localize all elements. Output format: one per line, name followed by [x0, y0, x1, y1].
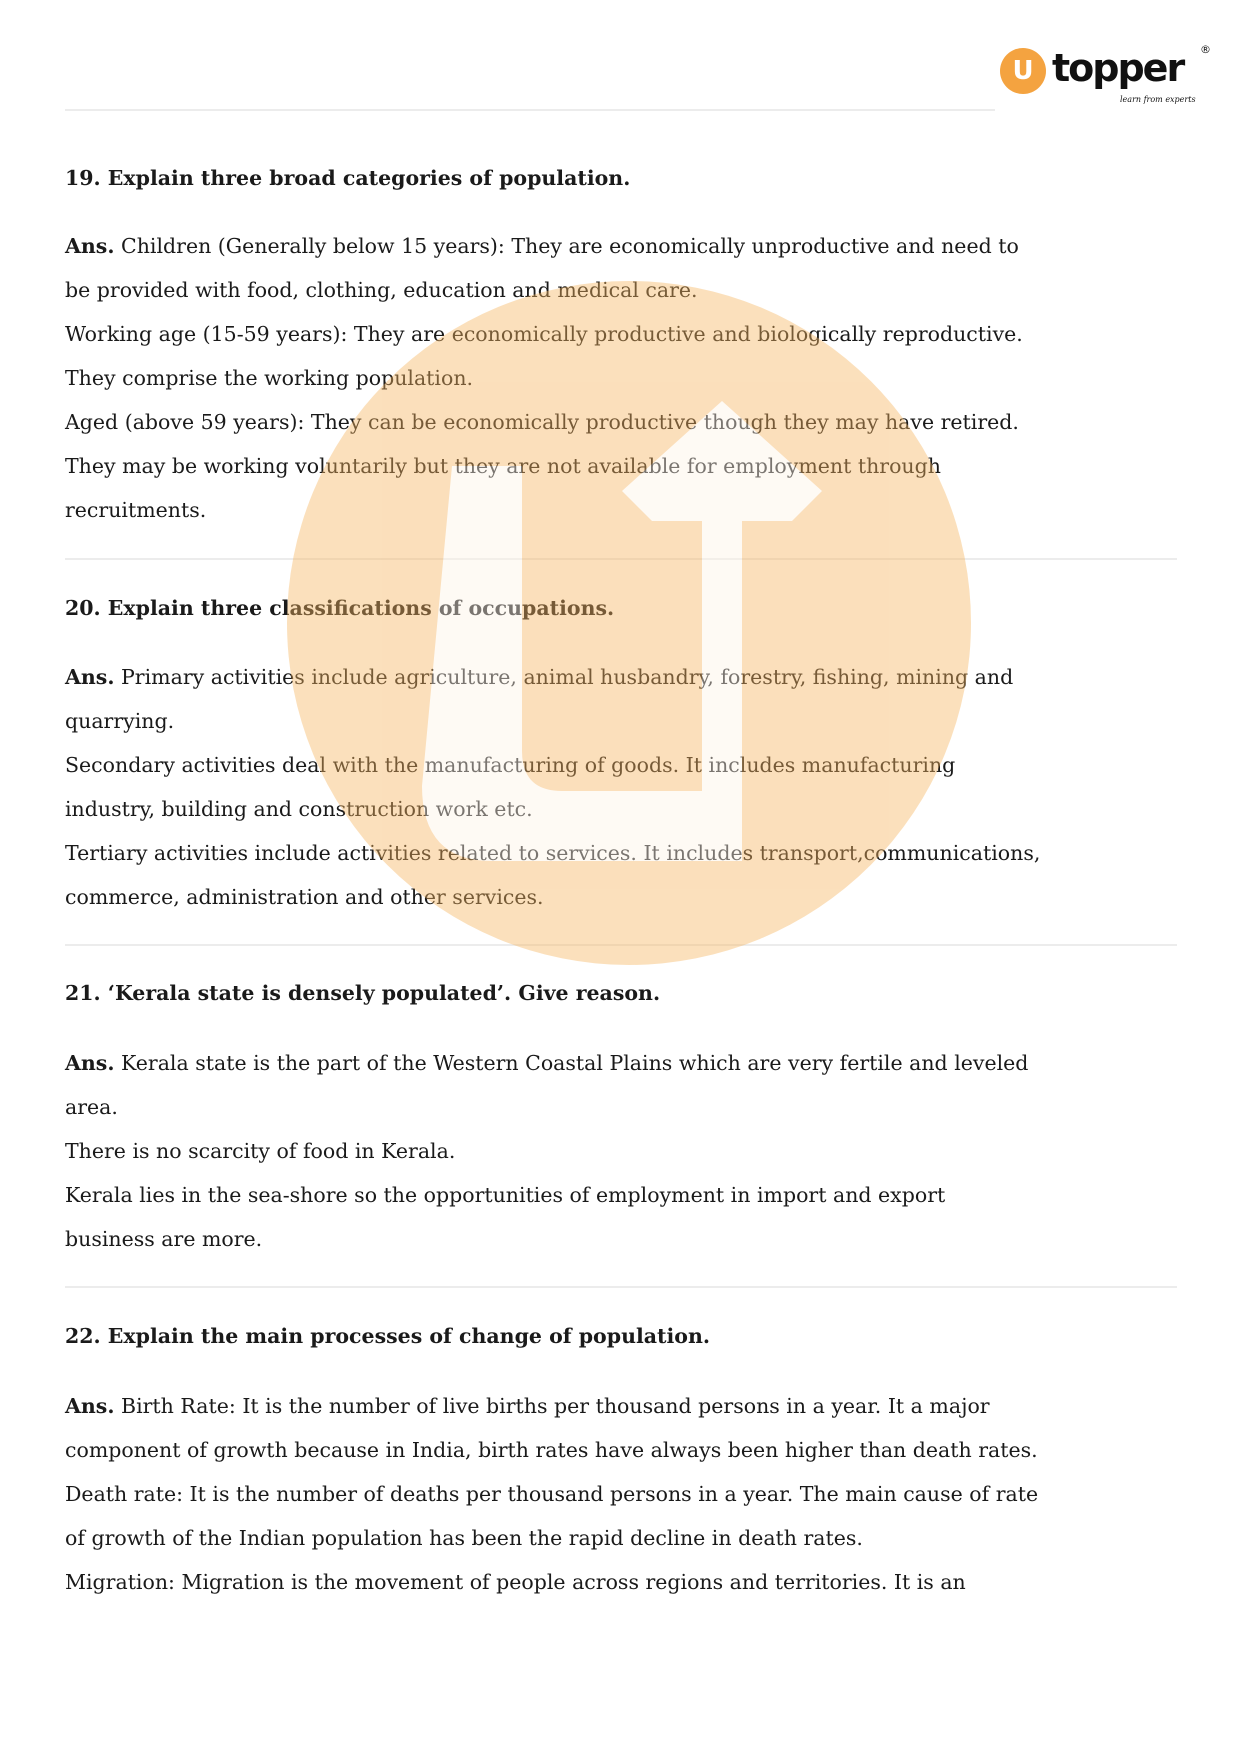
answer-text: Secondary activities deal with the manufacturing of goods. It includes manufacturing: [65, 753, 956, 777]
logo-wordmark: topper: [1052, 46, 1184, 90]
answer-line: [65, 1516, 863, 1560]
section-divider: [65, 944, 1177, 946]
answer-text: Kerala state is the part of the Western Coastal Plains which are very fertile and leveled: [114, 1051, 1029, 1075]
answer-line: [65, 875, 544, 919]
logo-mark-icon: U: [1000, 48, 1046, 94]
header-divider: [65, 109, 995, 111]
answer-line: [65, 831, 1040, 875]
answer-text: Migration: Migration is the movement of people across regions and territories. It is an: [65, 1570, 966, 1594]
answer-line: [65, 1217, 262, 1261]
answer-line: [65, 1085, 118, 1129]
answer-line: [65, 312, 1023, 356]
section-divider: [65, 1286, 1177, 1288]
answer-text: Primary activities include agriculture, animal husbandry, forestry, fishing, mining and: [114, 665, 1014, 689]
answer-text: business are more.: [65, 1227, 263, 1251]
answer-label: Ans.: [65, 1394, 115, 1418]
question-heading: 21. ‘Kerala state is densely populated’. Give reason.: [65, 981, 661, 1005]
answer-text: commerce, administration and other services.: [65, 885, 544, 909]
question-section: [65, 593, 1185, 909]
answer-label: Ans.: [65, 665, 115, 689]
answer-text: recruitments.: [65, 498, 207, 522]
question-section: [65, 1321, 1185, 1594]
question-heading: 20. Explain three classifications of occupations.: [65, 596, 615, 620]
section-divider: [65, 558, 1177, 560]
answer-line: [65, 699, 174, 743]
question-section: [65, 163, 1185, 522]
registered-mark: ®: [1200, 43, 1211, 56]
answer-label: Ans.: [65, 234, 115, 258]
answer-line: [65, 1173, 945, 1217]
answer-text: There is no scarcity of food in Kerala.: [65, 1139, 456, 1163]
answer-line: [65, 400, 1019, 444]
answer-line: [65, 655, 1013, 699]
answer-line: [65, 787, 533, 831]
answer-text: Death rate: It is the number of deaths per thousand persons in a year. The main cause of rate: [65, 1482, 1039, 1506]
answer-line: [65, 1129, 455, 1173]
answer-line: [65, 1428, 1038, 1472]
answer-line: [65, 1384, 990, 1428]
answer-text: area.: [65, 1095, 118, 1119]
answer-text: Working age (15-59 years): They are economically productive and biologically reproductive.: [65, 322, 1023, 346]
answer-text: Children (Generally below 15 years): They are economically unproductive and need to: [114, 234, 1019, 258]
answer-label: Ans.: [65, 1051, 115, 1075]
answer-line: [65, 1472, 1038, 1516]
answer-line: [65, 1560, 966, 1604]
answer-text: They comprise the working population.: [65, 366, 474, 390]
answer-text: They may be working voluntarily but they are not available for employment through: [65, 454, 941, 478]
answer-line: [65, 268, 698, 312]
answer-text: Birth Rate: It is the number of live births per thousand persons in a year. It a major: [114, 1394, 990, 1418]
answer-text: industry, building and construction work etc.: [65, 797, 533, 821]
answer-line: [65, 444, 941, 488]
answer-line: [65, 356, 473, 400]
answer-text: component of growth because in India, birth rates have always been higher than death rates.: [65, 1438, 1038, 1462]
answer-text: Aged (above 59 years): They can be economically productive though they may have retired.: [65, 410, 1019, 434]
question-section: [65, 978, 1185, 1251]
answer-text: of growth of the Indian population has been the rapid decline in death rates.: [65, 1526, 863, 1550]
logo-tagline: learn from experts: [1120, 95, 1196, 104]
answer-line: [65, 488, 206, 532]
answer-text: quarrying.: [65, 709, 175, 733]
answer-text: Kerala lies in the sea-shore so the opportunities of employment in import and export: [65, 1183, 946, 1207]
answer-line: [65, 1041, 1028, 1085]
answer-text: be provided with food, clothing, education and medical care.: [65, 278, 698, 302]
answer-line: [65, 743, 955, 787]
topper-logo: [1000, 44, 1220, 110]
answer-text: Tertiary activities include activities related to services. It includes transport,communications,: [65, 841, 1041, 865]
question-heading: 22. Explain the main processes of change of population.: [65, 1324, 711, 1348]
answer-line: [65, 224, 1019, 268]
question-heading: 19. Explain three broad categories of population.: [65, 166, 631, 190]
